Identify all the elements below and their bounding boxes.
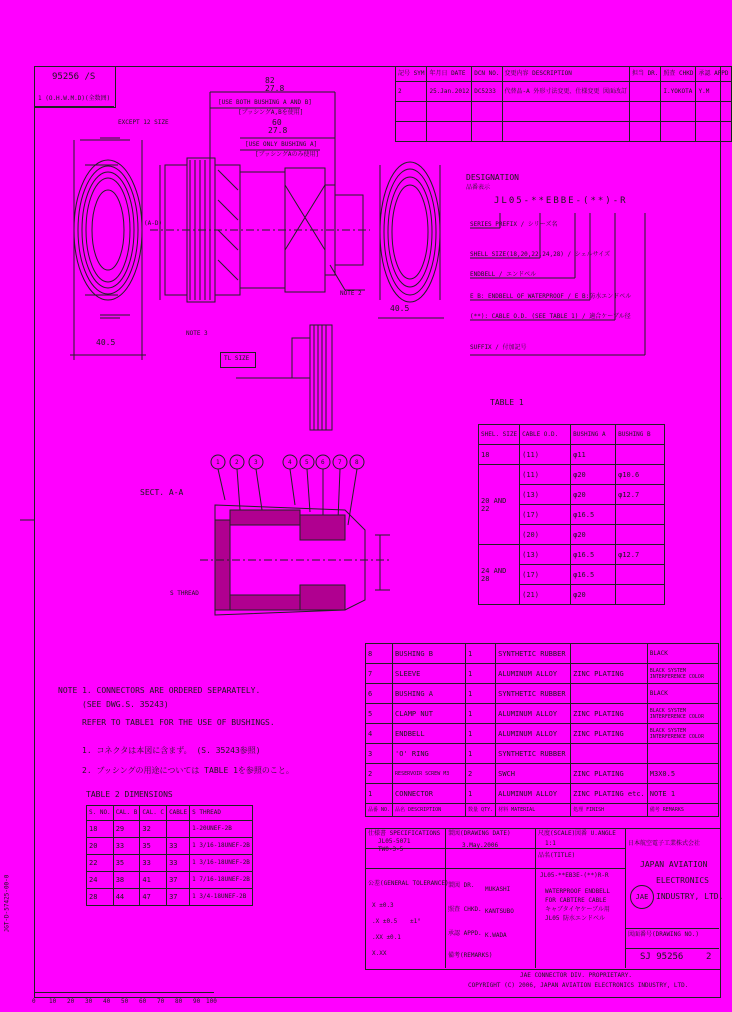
t2-cell: 22 [87, 855, 114, 872]
side-label: (A-D) [144, 220, 163, 227]
company-1: JAPAN AVIATION [640, 860, 708, 869]
parts-footer: 品名 DESCRIPTION [393, 804, 466, 817]
designation-title-jp: 品番表示 [466, 184, 491, 191]
t2-header: CAL. B [113, 806, 140, 821]
t1-cell: φ10.6 [616, 465, 665, 485]
footer-1: JAE CONNECTOR DIV. PROPRIETARY. [520, 972, 632, 979]
designation-item: SERIES PREFIX / シリーズ名 [470, 221, 558, 228]
parts-footer: 材料 MATERIAL [496, 804, 571, 817]
table2-title: TABLE 2 DIMENSIONS [86, 790, 173, 799]
part-no: 8 [366, 644, 393, 664]
note-2: REFER TO TABLE1 FOR THE USE OF BUSHINGS. [82, 718, 275, 727]
scale-label: 尺度(SCALE) [538, 830, 576, 837]
t1-cell: (11) [520, 445, 571, 465]
appd: K.WADA [485, 932, 507, 939]
t2-cell: 32 [140, 821, 167, 838]
ruler-line [34, 992, 214, 993]
spec-label: 仕様書 SPECIFICATIONS [368, 830, 441, 837]
part-finish [571, 744, 648, 764]
except-note: EXCEPT 12 SIZE [118, 119, 169, 126]
rev-cell: Y.M [696, 82, 731, 102]
part-remarks [647, 744, 718, 764]
front-view [70, 140, 146, 360]
t1-cell: 20 AND 22 [479, 465, 520, 545]
ruler-tick: 0 [32, 998, 36, 1005]
t1-cell: (21) [520, 585, 571, 605]
rev-header: 照査 CHKD [661, 67, 696, 82]
spec-1: JL05-5071 [378, 838, 411, 845]
t2-cell: 33 [167, 838, 190, 855]
dwg-no-label: 図面番号(DRAWING NO.) [628, 931, 699, 938]
chk: KANTSUBO [485, 908, 514, 915]
company-jp: 日本航空電子工業株式会社 [628, 840, 701, 847]
part-desc: BUSHING B [393, 644, 466, 664]
rev: 2 [706, 952, 712, 962]
order-note: 1 (O.H.W.M.D)(全数囲) [38, 95, 111, 102]
t2-cell [167, 821, 190, 838]
t1-cell: (11) [520, 465, 571, 485]
section-view [200, 505, 390, 615]
t2-cell: 1 7/16-18UNEF-2B [190, 872, 253, 889]
part-remarks: BLACK [647, 684, 718, 704]
end-view [378, 162, 444, 318]
section-label: SECT. A-A [140, 488, 184, 497]
designation-code: JL05-**EBBE-(**)-R [494, 196, 628, 206]
rev-header: 記号 SYM [396, 67, 427, 82]
rev-cell: 25.Jan.2012 [427, 82, 472, 102]
t2-cell: 1 3/4-18UNEF-2B [190, 889, 253, 906]
tol-row: .X ±0.5 [372, 918, 398, 925]
ruler-tick: 80 [175, 998, 183, 1005]
part-no: 7 [366, 664, 393, 684]
t2-header: CABLE [167, 806, 190, 821]
rev-cell: 代替品-A 外形寸法変更、仕様変更 図面改訂 [502, 82, 629, 102]
part-qty: 1 [466, 744, 496, 764]
ruler-tick: 20 [67, 998, 75, 1005]
rev-header: 担当 DR. [629, 67, 660, 82]
parts-list [365, 643, 719, 817]
part-material: ALUMINUM ALLOY [496, 784, 571, 804]
t2-cell: 33 [167, 855, 190, 872]
designation-item: (**): CABLE O.D. (SEE TABLE 1) / 適合ケーブル径 [470, 313, 631, 320]
bracket-only-a-jp: [ブッシングAのみ使用] [255, 151, 320, 158]
ruler-tick: 60 [139, 998, 147, 1005]
dwg-date-label: 製図(DRAWING DATE) [448, 830, 511, 837]
t1-cell: φ20 [571, 525, 616, 545]
part-material: SYNTHETIC RUBBER [496, 744, 571, 764]
table1 [478, 424, 665, 605]
part-no: 5 [366, 704, 393, 724]
t1-cell [616, 585, 665, 605]
part-remarks: M3X0.5 [647, 764, 718, 784]
bracket-both-jp: [ブッシングA,Bを使用] [238, 109, 304, 116]
callout-num: 4 [288, 459, 292, 466]
part-no: 3 [366, 744, 393, 764]
t2-cell: 35 [113, 855, 140, 872]
designation-item: SUFFIX / 付加記号 [470, 344, 527, 351]
side-view [150, 92, 370, 302]
part-finish: ZINC PLATING [571, 724, 648, 744]
part-material: ALUMINUM ALLOY [496, 724, 571, 744]
rev-header: 承認 APPD [696, 67, 731, 82]
designation-leaders [470, 213, 645, 355]
parts-footer: 数量 QTY. [466, 804, 496, 817]
t2-header: S. NO. [87, 806, 114, 821]
rev-header: DCN NO. [472, 67, 502, 82]
sheet-label: 図番 U.ANGLE [575, 830, 616, 837]
t1-cell: 18 [479, 445, 520, 465]
t2-header: S THREAD [190, 806, 253, 821]
callout-num: 6 [321, 459, 325, 466]
t1-cell: φ20 [571, 465, 616, 485]
title-2: WATERPROOF ENDBELL [545, 888, 611, 895]
top-stamp: 95256 /S [52, 72, 96, 82]
part-remarks: BLACK [647, 644, 718, 664]
part-desc: CONNECTOR [393, 784, 466, 804]
title-1: JL05-**EB3E-(**)R-R [540, 872, 609, 879]
t2-cell: 29 [113, 821, 140, 838]
t2-cell: 20 [87, 838, 114, 855]
t1-cell: φ20 [571, 485, 616, 505]
t1-cell [616, 445, 665, 465]
callout-num: 7 [338, 459, 342, 466]
spec-2: TW0-3-5 [378, 846, 404, 853]
part-remarks: BLACK SYSTEM INTERFERENCE COLOR [647, 704, 718, 724]
dim-40-5b: 40.5 [390, 304, 410, 313]
parts-footer: 備考 REMARKS [647, 804, 718, 817]
callout-num: 2 [235, 459, 239, 466]
dim-82: 82 [265, 76, 275, 85]
table1-title: TABLE 1 [490, 398, 524, 407]
part-qty: 2 [466, 764, 496, 784]
designation-item: E B: ENDBELL OF WATERPROOF / E B:防水エンドベル [470, 293, 632, 300]
t1-cell: φ12.7 [616, 545, 665, 565]
part-desc: 'O' RING [393, 744, 466, 764]
t2-cell: 44 [113, 889, 140, 906]
angle-tol: ±1° [410, 918, 421, 925]
side-code: JGT-D-57425-00-0 [3, 874, 11, 933]
t1-cell: (13) [520, 485, 571, 505]
part-desc: SLEEVE [393, 664, 466, 684]
part-desc: RESERVOIR SCREW M3 [393, 764, 466, 784]
t2-cell: 1 3/16-18UNEF-2B [190, 855, 253, 872]
part-material: SYNTHETIC RUBBER [496, 644, 571, 664]
part-qty: 1 [466, 724, 496, 744]
ruler-tick: 10 [49, 998, 57, 1005]
part-finish: ZINC PLATING [571, 704, 648, 724]
title-3: FOR CABTIRE CABLE [545, 897, 607, 904]
part-qty: 1 [466, 684, 496, 704]
part-no: 1 [366, 784, 393, 804]
part-desc: ENDBELL [393, 724, 466, 744]
part-material: ALUMINUM ALLOY [496, 704, 571, 724]
callout-num: 8 [355, 459, 359, 466]
dwg-date: 3.May.2006 [462, 842, 499, 849]
note-4: 2. ブッシングの用途については TABLE 1を参照のこと。 [82, 766, 294, 775]
dim-40-5: 40.5 [96, 338, 116, 347]
ruler-tick: 100 [206, 998, 217, 1005]
rev-cell: I.YOKOTA [661, 82, 696, 102]
t1-cell: φ16.5 [571, 545, 616, 565]
t1-cell [616, 505, 665, 525]
bracket-both: [USE BOTH BUSHING A AND B] [218, 99, 312, 106]
designation-title: DESIGNATION [466, 173, 519, 182]
note-1: NOTE 1. CONNECTORS ARE ORDERED SEPARATELY. [58, 686, 261, 695]
t2-cell: 37 [167, 872, 190, 889]
part-finish [571, 684, 648, 704]
part-remarks: BLACK SYSTEM INTERFERENCE COLOR [647, 664, 718, 684]
clamp-nut-view [236, 325, 332, 430]
rev-header: 年月日 DATE [427, 67, 472, 82]
part-desc: CLAMP NUT [393, 704, 466, 724]
table2 [86, 805, 253, 906]
callout-num: 3 [254, 459, 258, 466]
t1-cell: (20) [520, 525, 571, 545]
title-5: JL05 防水エンドベル [545, 915, 606, 922]
note-3: 1. コネクタは本図に含まず。 (S. 35243参照) [82, 746, 261, 755]
rev-header: 変更内容 DESCRIPTION [502, 67, 629, 82]
part-finish: ZINC PLATING [571, 764, 648, 784]
part-qty: 1 [466, 704, 496, 724]
note-2-label: NOTE 2 [340, 290, 362, 297]
t2-cell: 38 [113, 872, 140, 889]
part-finish: ZINC PLATING etc. [571, 784, 648, 804]
t1-cell: φ16.5 [571, 565, 616, 585]
title-label: 品名(TITLE) [538, 852, 576, 859]
t2-cell: 37 [167, 889, 190, 906]
part-qty: 1 [466, 644, 496, 664]
part-remarks: BLACK SYSTEM INTERFERENCE COLOR [647, 724, 718, 744]
t1-header: BUSHING B [616, 425, 665, 445]
appd-label: 承認 APPD. [448, 930, 482, 937]
t1-cell [616, 565, 665, 585]
ruler-tick: 70 [157, 998, 165, 1005]
ruler-tick: 40 [103, 998, 111, 1005]
company-3: INDUSTRY, LTD. [656, 892, 724, 901]
t2-cell: 28 [87, 889, 114, 906]
part-no: 6 [366, 684, 393, 704]
t2-header: CAL. C [140, 806, 167, 821]
part-desc: BUSHING A [393, 684, 466, 704]
t1-header: SHEL. SIZE [479, 425, 520, 445]
parts-footer: 処理 FINISH [571, 804, 648, 817]
part-material: SYNTHETIC RUBBER [496, 684, 571, 704]
tol-label: 公差(GENERAL TOLERANCE) [368, 880, 449, 887]
dr: MUKASHI [485, 886, 511, 893]
dim-27-8b: 27.8 [268, 126, 288, 135]
bracket-only-a: [USE ONLY BUSHING A] [245, 141, 318, 148]
t1-cell: φ16.5 [571, 505, 616, 525]
callout-num: 5 [305, 459, 309, 466]
t2-cell: 1 3/16-18UNEF-2B [190, 838, 253, 855]
part-remarks: NOTE 1 [647, 784, 718, 804]
company-2: ELECTRONICS [656, 876, 709, 885]
tol-row: X.XX [372, 950, 387, 957]
t1-cell: φ20 [571, 585, 616, 605]
t1-cell [616, 525, 665, 545]
footer-2: COPYRIGHT (C) 2006, JAPAN AVIATION ELECTRONICS INDUSTRY, LTD. [468, 982, 689, 989]
title-4: キャブタイヤケーブル用 [545, 906, 610, 913]
scale: 1:1 [545, 840, 556, 847]
t2-cell: 24 [87, 872, 114, 889]
tol-row: .XX ±0.1 [372, 934, 401, 941]
tl-size: TL SIZE [224, 355, 250, 362]
ruler-tick: 30 [85, 998, 93, 1005]
remarks-label: 備考(REMARKS) [448, 952, 493, 959]
part-finish: ZINC PLATING [571, 664, 648, 684]
t1-cell: φ12.7 [616, 485, 665, 505]
parts-footer: 品番 NO. [366, 804, 393, 817]
t1-cell: 24 AND 28 [479, 545, 520, 605]
ruler-tick: 50 [121, 998, 129, 1005]
dim-27-8: 27.8 [265, 84, 285, 93]
t2-cell: 33 [140, 855, 167, 872]
rev-cell: 2 [396, 82, 427, 102]
rev-cell: DC5233 [472, 82, 502, 102]
part-finish [571, 644, 648, 664]
part-material: ALUMINUM ALLOY [496, 664, 571, 684]
t2-cell: 35 [140, 838, 167, 855]
part-material: SWCH [496, 764, 571, 784]
t1-header: BUSHING A [571, 425, 616, 445]
dwg-no: SJ 95256 [640, 952, 684, 962]
designation-item: ENDBELL / エンドベル [470, 271, 537, 278]
designation-item: SHELL SIZE(18,20,22,24,28) / シェルサイズ [470, 251, 611, 258]
t1-cell: φ11 [571, 445, 616, 465]
thread-label: S THREAD [170, 590, 199, 597]
part-qty: 1 [466, 784, 496, 804]
jae-logo: JAE [630, 885, 654, 909]
note-1b: (SEE DWG.S. 35243) [82, 700, 169, 709]
t2-cell: 1-20UNEF-2B [190, 821, 253, 838]
dim-60: 60 [272, 118, 282, 127]
t2-cell: 33 [113, 838, 140, 855]
t1-header: CABLE O.D. [520, 425, 571, 445]
t2-cell: 18 [87, 821, 114, 838]
t1-cell: (17) [520, 565, 571, 585]
callout-num: 1 [216, 459, 220, 466]
ruler-tick: 90 [193, 998, 201, 1005]
part-qty: 1 [466, 664, 496, 684]
part-no: 2 [366, 764, 393, 784]
note-3-label: NOTE 3 [186, 330, 208, 337]
dr-label: 製図 DR. [448, 882, 475, 889]
t1-cell: (13) [520, 545, 571, 565]
t1-cell: (17) [520, 505, 571, 525]
tol-row: X ±0.3 [372, 902, 394, 909]
part-no: 4 [366, 724, 393, 744]
chk-label: 照査 CHKD. [448, 906, 482, 913]
t2-cell: 41 [140, 872, 167, 889]
t2-cell: 47 [140, 889, 167, 906]
